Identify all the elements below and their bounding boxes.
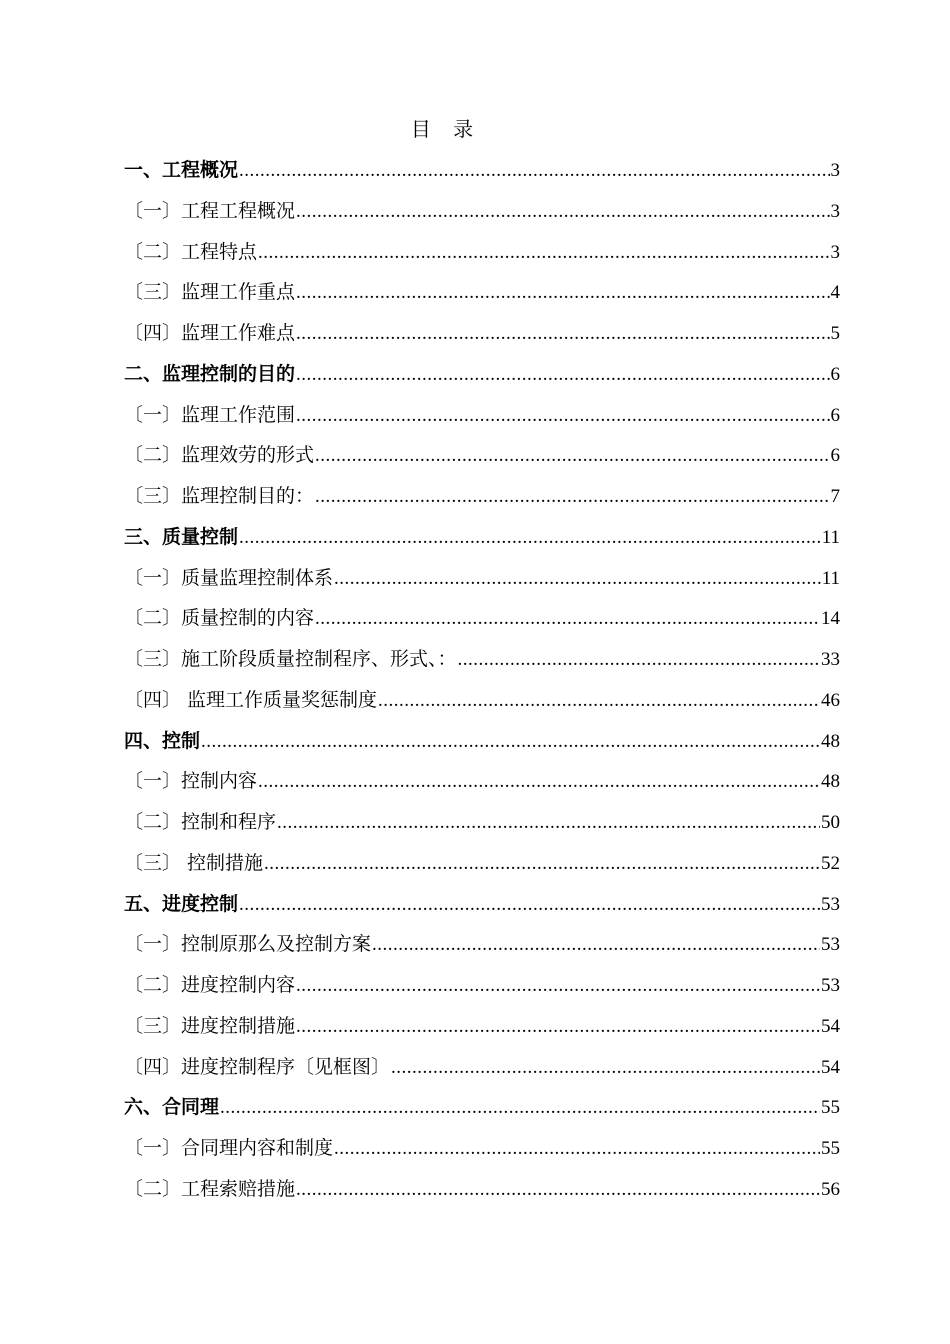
toc-entry-page-number: 3 xyxy=(830,241,840,263)
toc-entry-label: 〔一〕控制内容 xyxy=(124,770,258,793)
toc-entry-page-number: 54 xyxy=(821,1056,840,1078)
toc-dot-leader xyxy=(296,273,829,314)
toc-entry-page-number: 11 xyxy=(821,567,840,589)
toc-subsection-entry[interactable] xyxy=(124,1169,840,1210)
toc-entry-page-number: 55 xyxy=(821,1097,840,1119)
toc-subsection-entry[interactable] xyxy=(124,272,840,313)
toc-dot-leader xyxy=(201,722,820,763)
toc-subsection-entry[interactable] xyxy=(124,395,840,436)
toc-section-entry[interactable] xyxy=(124,354,840,395)
toc-dot-leader xyxy=(296,314,829,355)
toc-section-entry[interactable] xyxy=(124,1087,840,1128)
toc-entry-page-number: 5 xyxy=(830,323,840,344)
toc-entry-label: 〔二〕工程特点 xyxy=(124,240,258,263)
toc-entry-label: 〔二〕控制和程序 xyxy=(124,811,277,833)
toc-dot-leader xyxy=(391,1048,820,1089)
toc-entry-page-number: 53 xyxy=(821,893,840,915)
toc-entry-label: 四、控制 xyxy=(124,729,201,752)
toc-entry-page-number: 33 xyxy=(821,649,840,670)
toc-entry-label: 〔三〕施工阶段质量控制程序、形式、： xyxy=(124,648,457,670)
toc-subsection-entry[interactable] xyxy=(124,558,840,599)
toc-subsection-entry[interactable] xyxy=(124,476,840,517)
toc-dot-leader xyxy=(296,1170,820,1211)
toc-section-entry[interactable] xyxy=(124,517,840,558)
toc-dot-leader xyxy=(334,1129,820,1170)
toc-dot-leader xyxy=(239,518,821,559)
toc-entry-label: 一、工程概况 xyxy=(124,159,239,181)
toc-entry-label: 〔一〕质量监理控制体系 xyxy=(124,566,334,589)
toc-entry-page-number: 14 xyxy=(821,608,840,630)
toc-list xyxy=(124,150,840,1210)
toc-subsection-entry[interactable] xyxy=(124,761,840,802)
toc-dot-leader xyxy=(296,396,829,437)
toc-dot-leader xyxy=(258,762,820,803)
toc-entry-page-number: 55 xyxy=(821,1138,840,1159)
toc-subsection-entry[interactable] xyxy=(124,802,840,843)
toc-entry-label: 三、质量控制 xyxy=(124,525,239,548)
toc-subsection-entry[interactable] xyxy=(124,435,840,476)
toc-entry-page-number: 48 xyxy=(821,771,840,793)
toc-dot-leader xyxy=(315,599,820,640)
toc-dot-leader xyxy=(372,925,820,966)
toc-entry-label: 〔二〕监理效劳的形式 xyxy=(124,444,315,467)
toc-subsection-entry[interactable] xyxy=(124,1006,840,1047)
toc-entry-page-number: 7 xyxy=(830,486,840,507)
toc-entry-label: 〔二〕工程索赔措施 xyxy=(124,1177,296,1200)
toc-dot-leader xyxy=(296,355,829,396)
toc-entry-label: 六、合同理 xyxy=(124,1096,220,1119)
toc-dot-leader xyxy=(458,640,820,681)
toc-dot-leader xyxy=(239,151,829,192)
toc-dot-leader xyxy=(264,844,820,885)
toc-subsection-entry[interactable] xyxy=(124,1128,840,1169)
toc-subsection-entry[interactable] xyxy=(124,1047,840,1088)
toc-subsection-entry[interactable] xyxy=(124,965,840,1006)
toc-entry-page-number: 53 xyxy=(821,975,840,996)
toc-section-entry[interactable] xyxy=(124,884,840,925)
toc-dot-leader xyxy=(296,192,829,233)
toc-entry-page-number: 56 xyxy=(821,1178,840,1200)
toc-dot-leader xyxy=(315,436,829,477)
toc-entry-page-number: 11 xyxy=(821,526,840,548)
toc-entry-page-number: 6 xyxy=(830,445,840,467)
toc-entry-page-number: 48 xyxy=(821,730,840,752)
toc-entry-label: 〔四〕进度控制程序〔见框图〕 xyxy=(124,1055,391,1078)
toc-subsection-entry[interactable] xyxy=(124,232,840,273)
toc-dot-leader xyxy=(296,966,820,1007)
toc-section-entry[interactable] xyxy=(124,721,840,762)
toc-dot-leader xyxy=(296,1007,820,1048)
toc-dot-leader xyxy=(258,233,829,274)
toc-entry-label: 〔三〕进度控制措施 xyxy=(124,1014,296,1037)
toc-dot-leader xyxy=(239,885,820,926)
toc-entry-label: 〔一〕工程工程概况 xyxy=(124,199,296,222)
toc-entry-label: 〔三〕监理控制目的： xyxy=(124,485,315,507)
toc-entry-label: 〔二〕质量控制的内容 xyxy=(124,607,315,630)
toc-entry-label: 二、监理控制的目的 xyxy=(124,362,296,385)
toc-entry-label: 〔一〕合同理内容和制度 xyxy=(124,1137,334,1159)
toc-title: 目 录 xyxy=(410,117,482,141)
toc-entry-label: 〔三〕监理工作重点 xyxy=(124,281,296,304)
toc-dot-leader xyxy=(334,559,821,600)
toc-entry-page-number: 4 xyxy=(830,282,840,304)
toc-entry-page-number: 50 xyxy=(821,812,840,833)
toc-subsection-entry[interactable] xyxy=(124,313,840,354)
toc-dot-leader xyxy=(378,681,820,722)
toc-subsection-entry[interactable] xyxy=(124,843,840,884)
toc-entry-label: 〔一〕控制原那么及控制方案 xyxy=(124,933,372,956)
toc-dot-leader xyxy=(277,803,820,844)
toc-subsection-entry[interactable] xyxy=(124,680,840,721)
toc-entry-page-number: 53 xyxy=(821,934,840,956)
toc-section-entry[interactable] xyxy=(124,150,840,191)
toc-entry-page-number: 6 xyxy=(830,363,840,385)
toc-entry-label: 〔三〕 控制措施 xyxy=(124,851,264,874)
toc-dot-leader xyxy=(315,477,829,518)
toc-subsection-entry[interactable] xyxy=(124,191,840,232)
toc-entry-page-number: 52 xyxy=(821,852,840,874)
toc-entry-label: 五、进度控制 xyxy=(124,892,239,915)
toc-entry-page-number: 3 xyxy=(830,200,840,222)
toc-subsection-entry[interactable] xyxy=(124,924,840,965)
toc-dot-leader xyxy=(220,1088,820,1129)
toc-entry-page-number: 6 xyxy=(830,404,840,426)
toc-subsection-entry[interactable] xyxy=(124,639,840,680)
toc-entry-page-number: 46 xyxy=(821,689,840,711)
toc-entry-label: 〔一〕监理工作范围 xyxy=(124,403,296,426)
toc-entry-label: 〔四〕监理工作难点 xyxy=(124,322,296,344)
toc-entry-page-number: 3 xyxy=(830,160,840,181)
toc-entry-label: 〔二〕进度控制内容 xyxy=(124,974,296,996)
toc-subsection-entry[interactable] xyxy=(124,598,840,639)
toc-entry-label: 〔四〕 监理工作质量奖惩制度 xyxy=(124,688,378,711)
toc-entry-page-number: 54 xyxy=(821,1015,840,1037)
